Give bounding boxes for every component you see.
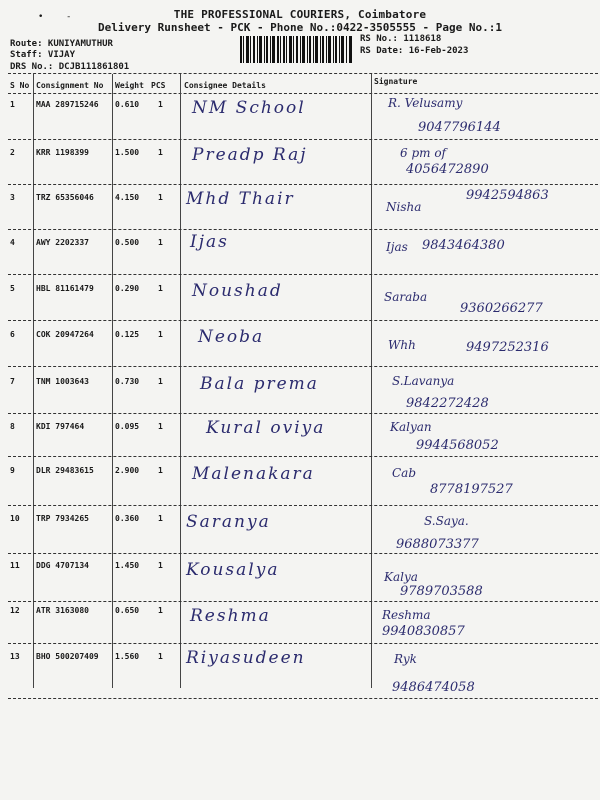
row-consignment: TRP 7934265 xyxy=(36,514,89,523)
barcode xyxy=(240,36,352,63)
consignee-name: Kural oviya xyxy=(206,418,326,438)
column-divider xyxy=(8,93,598,94)
recipient-signature: 6 pm of xyxy=(400,146,446,160)
row-sno: 8 xyxy=(10,422,15,431)
recipient-phone: 9486474058 xyxy=(392,680,475,695)
table-bottom-divider xyxy=(8,698,598,699)
route-label: Route: KUNIYAMUTHUR xyxy=(10,39,113,49)
consignee-name: Riyasudeen xyxy=(186,648,306,668)
recipient-phone: 9047796144 xyxy=(418,120,501,135)
row-divider xyxy=(8,601,598,602)
consignee-name: Bala prema xyxy=(200,374,319,394)
row-weight: 1.500 xyxy=(115,148,140,157)
row-pcs: 1 xyxy=(158,561,163,570)
row-sno: 9 xyxy=(10,466,15,475)
recipient-signature: Kalya xyxy=(384,570,418,584)
consignee-name: Kousalya xyxy=(186,560,280,580)
row-sno: 5 xyxy=(10,284,15,293)
row-sno: 2 xyxy=(10,148,15,157)
row-consignment: ATR 3163080 xyxy=(36,606,89,615)
row-weight: 1.450 xyxy=(115,561,140,570)
row-divider xyxy=(8,643,598,644)
row-weight: 0.650 xyxy=(115,606,140,615)
consignee-name: NM School xyxy=(192,98,306,118)
row-divider xyxy=(8,413,598,414)
scan-mark: - xyxy=(66,12,72,22)
recipient-signature: Ijas xyxy=(386,240,408,254)
recipient-phone: 8778197527 xyxy=(430,482,513,497)
col-sno: S No xyxy=(10,81,30,90)
grid-line xyxy=(33,74,34,688)
col-consignment: Consignment No xyxy=(36,81,104,90)
recipient-phone: 9688073377 xyxy=(396,537,479,552)
recipient-signature: Ryk xyxy=(394,652,417,666)
recipient-signature: R. Velusamy xyxy=(388,96,463,110)
consignee-name: Preadp Raj xyxy=(192,145,308,165)
staff-label: Staff: VIJAY xyxy=(10,50,76,60)
rs-date: RS Date: 16-Feb-2023 xyxy=(360,46,469,56)
row-consignment: COK 20947264 xyxy=(36,330,94,339)
row-weight: 1.560 xyxy=(115,652,140,661)
row-pcs: 1 xyxy=(158,466,163,475)
row-consignment: DDG 4707134 xyxy=(36,561,89,570)
recipient-signature: Reshma xyxy=(382,608,431,622)
drs-number: DRS No.: DCJB111861801 xyxy=(10,62,130,72)
row-sno: 13 xyxy=(10,652,20,661)
row-weight: 0.125 xyxy=(115,330,140,339)
col-pcs: PCS xyxy=(151,81,166,90)
row-divider xyxy=(8,184,598,185)
grid-line xyxy=(112,74,113,688)
recipient-phone: 9789703588 xyxy=(400,584,483,599)
row-sno: 6 xyxy=(10,330,15,339)
row-weight: 0.500 xyxy=(115,238,140,247)
col-signature: Signature xyxy=(374,77,418,86)
row-pcs: 1 xyxy=(158,148,163,157)
row-weight: 0.290 xyxy=(115,284,140,293)
row-consignment: HBL 81161479 xyxy=(36,284,94,293)
row-divider xyxy=(8,553,598,554)
recipient-signature: Whh xyxy=(388,338,416,352)
company-title: THE PROFESSIONAL COURIERS, Coimbatore xyxy=(173,8,427,21)
recipient-phone: 9940830857 xyxy=(382,624,465,639)
row-consignment: TRZ 65356046 xyxy=(36,193,94,202)
consignee-name: Reshma xyxy=(190,606,271,626)
row-sno: 1 xyxy=(10,100,15,109)
row-pcs: 1 xyxy=(158,193,163,202)
recipient-phone: 9843464380 xyxy=(422,238,505,253)
recipient-signature: Saraba xyxy=(384,290,428,304)
row-consignment: BHO 500207409 xyxy=(36,652,99,661)
grid-line xyxy=(371,74,372,688)
consignee-name: Neoba xyxy=(198,327,265,347)
row-divider xyxy=(8,274,598,275)
row-consignment: TNM 1003643 xyxy=(36,377,89,386)
row-consignment: MAA 289715246 xyxy=(36,100,99,109)
recipient-signature: S.Lavanya xyxy=(392,374,455,388)
row-divider xyxy=(8,505,598,506)
row-consignment: DLR 29483615 xyxy=(36,466,94,475)
row-pcs: 1 xyxy=(158,100,163,109)
grid-line xyxy=(180,74,181,688)
recipient-phone: 4056472890 xyxy=(406,162,489,177)
row-weight: 0.610 xyxy=(115,100,140,109)
row-divider xyxy=(8,320,598,321)
col-consignee: Consignee Details xyxy=(184,81,266,90)
row-pcs: 1 xyxy=(158,377,163,386)
row-divider xyxy=(8,366,598,367)
row-sno: 4 xyxy=(10,238,15,247)
row-divider xyxy=(8,139,598,140)
consignee-name: Mhd Thair xyxy=(186,189,295,209)
row-weight: 2.900 xyxy=(115,466,140,475)
header-divider xyxy=(8,73,598,74)
row-pcs: 1 xyxy=(158,238,163,247)
row-pcs: 1 xyxy=(158,514,163,523)
scan-mark: • xyxy=(38,12,44,22)
recipient-phone: 9360266277 xyxy=(460,301,543,316)
recipient-phone: 9942594863 xyxy=(466,188,549,203)
row-sno: 3 xyxy=(10,193,15,202)
row-divider xyxy=(8,456,598,457)
recipient-signature: Kalyan xyxy=(390,420,432,434)
row-weight: 0.360 xyxy=(115,514,140,523)
runsheet-title: Delivery Runsheet - PCK - Phone No.:0422-3505555 - Page No.:1 xyxy=(98,21,502,34)
consignee-name: Malenakara xyxy=(192,464,315,484)
row-pcs: 1 xyxy=(158,606,163,615)
row-sno: 10 xyxy=(10,514,20,523)
row-sno: 7 xyxy=(10,377,15,386)
row-weight: 4.150 xyxy=(115,193,140,202)
row-consignment: AWY 2202337 xyxy=(36,238,89,247)
rs-number: RS No.: 1118618 xyxy=(360,34,442,44)
consignee-name: Noushad xyxy=(192,281,283,301)
recipient-phone: 9944568052 xyxy=(416,438,499,453)
row-consignment: KDI 797464 xyxy=(36,422,85,431)
row-pcs: 1 xyxy=(158,422,163,431)
row-sno: 12 xyxy=(10,606,20,615)
consignee-name: Ijas xyxy=(190,232,229,252)
row-pcs: 1 xyxy=(158,284,163,293)
row-weight: 0.095 xyxy=(115,422,140,431)
recipient-signature: S.Saya. xyxy=(424,514,469,528)
recipient-signature: Cab xyxy=(392,466,417,480)
row-weight: 0.730 xyxy=(115,377,140,386)
recipient-signature: Nisha xyxy=(386,200,422,214)
recipient-phone: 9842272428 xyxy=(406,396,489,411)
col-weight: Weight xyxy=(115,81,144,90)
row-sno: 11 xyxy=(10,561,20,570)
row-pcs: 1 xyxy=(158,652,163,661)
row-divider xyxy=(8,229,598,230)
row-consignment: KRR 1198399 xyxy=(36,148,89,157)
row-pcs: 1 xyxy=(158,330,163,339)
consignee-name: Saranya xyxy=(186,512,271,532)
recipient-phone: 9497252316 xyxy=(466,340,549,355)
